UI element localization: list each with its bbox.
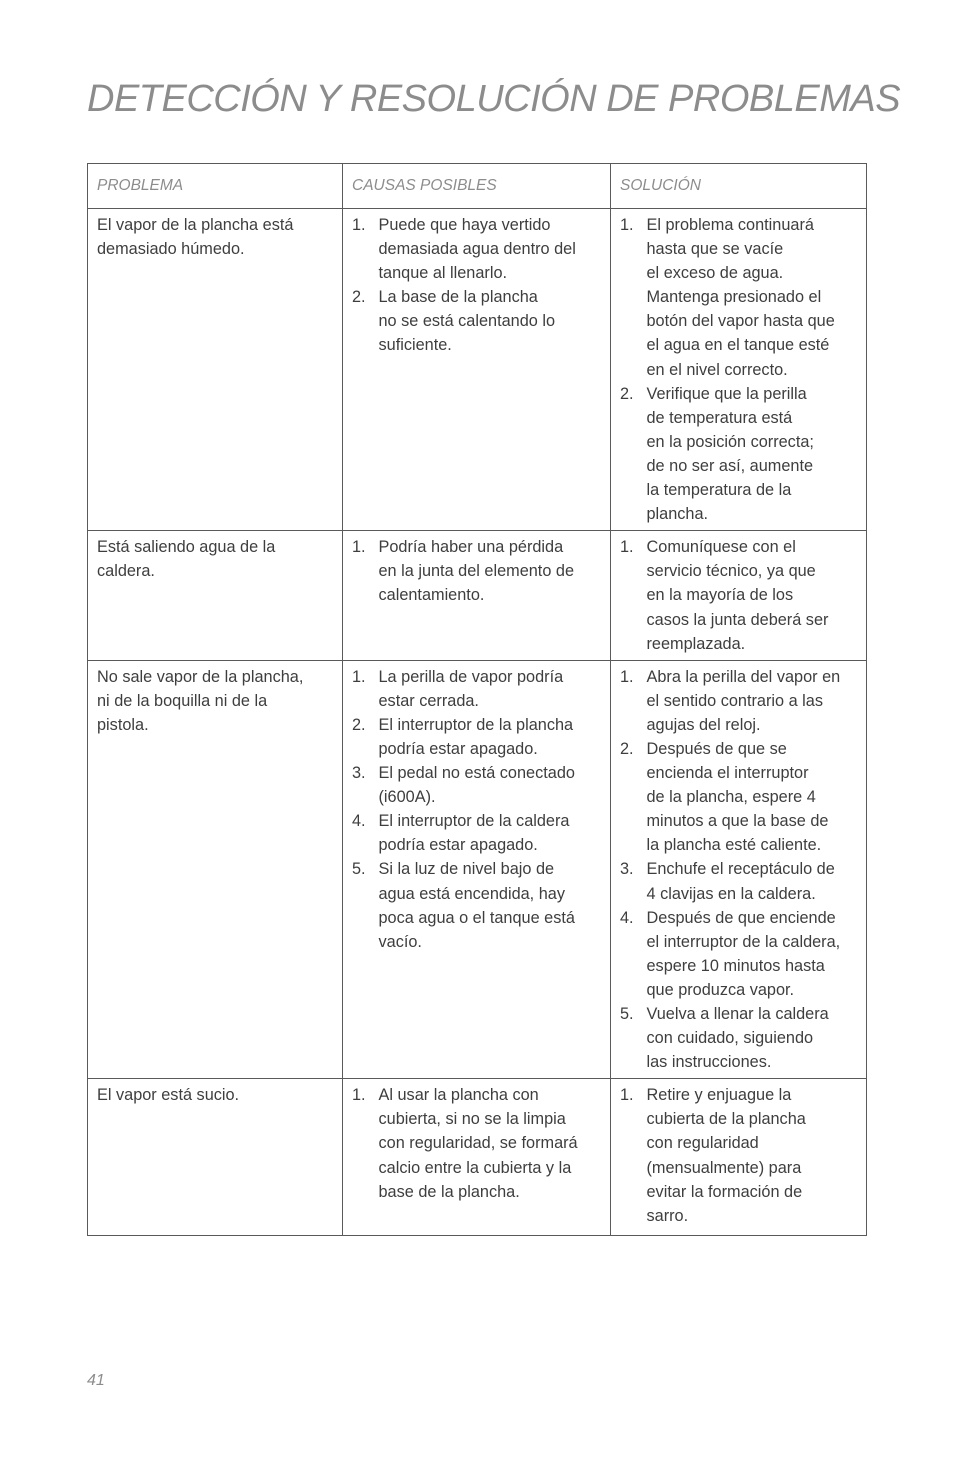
- list-item: [620, 213, 857, 382]
- item-number: 1.: [352, 1086, 366, 1105]
- page-title: DETECCIÓN Y RESOLUCIÓN DE PROBLEMAS: [87, 78, 901, 120]
- table-row: [88, 209, 867, 531]
- list-item: [352, 857, 601, 953]
- list-item: [352, 213, 601, 285]
- table-body: [88, 209, 867, 1236]
- solutions-list: [620, 1083, 857, 1228]
- item-number: 1.: [352, 216, 366, 234]
- list-item: [620, 857, 857, 905]
- problem-cell: No sale vapor de la plancha, ni de la boquilla ni de la pistola.: [88, 660, 343, 1079]
- item-text: Vuelva a llenar la caldera con cuidado, siguiendo las instrucciones.: [646, 1005, 829, 1072]
- item-text: La base de la plancha no se está calentando lo suficiente.: [378, 288, 556, 355]
- page-number: 41: [87, 1372, 105, 1389]
- table-header: [88, 164, 867, 209]
- item-text: El pedal no está conectado (i600A).: [378, 764, 575, 807]
- problem-cell: El vapor está sucio.: [88, 1079, 343, 1236]
- header-problem: PROBLEMA: [88, 164, 343, 209]
- item-text: Puede que haya vertido demasiada agua dentro del tanque al llenarlo.: [378, 216, 576, 283]
- list-item: [620, 1083, 857, 1228]
- troubleshooting-table: [87, 163, 867, 1236]
- item-number: 1.: [620, 1086, 634, 1105]
- table-row: [88, 1079, 867, 1236]
- solution-cell: [611, 1079, 867, 1236]
- item-number: 2.: [620, 384, 634, 403]
- causes-cell: [343, 531, 611, 660]
- list-item: [352, 535, 601, 607]
- item-text: Después de que se encienda el interruptor de la plancha, espere 4 minutos a que la base de la plancha esté caliente.: [646, 739, 829, 855]
- item-number: 1.: [352, 538, 366, 557]
- item-number: 2.: [620, 739, 634, 758]
- solutions-list: [620, 665, 857, 1075]
- header-solution: SOLUCIÓN: [611, 164, 867, 209]
- item-number: 1.: [620, 667, 634, 686]
- item-text: El interruptor de la caldera podría estar apagado.: [378, 812, 570, 855]
- table-row: [88, 660, 867, 1079]
- list-item: [620, 382, 857, 527]
- causes-list: [352, 535, 601, 607]
- causes-list: [352, 213, 601, 358]
- item-number: 1.: [620, 216, 634, 234]
- solution-cell: [611, 209, 867, 531]
- causes-cell: [343, 1079, 611, 1236]
- item-text: Abra la perilla del vapor en el sentido contrario a las agujas del reloj.: [646, 667, 841, 734]
- item-number: 4.: [352, 812, 366, 831]
- item-number: 3.: [620, 860, 634, 879]
- causes-cell: [343, 209, 611, 531]
- item-number: 4.: [620, 908, 634, 927]
- item-text: Retire y enjuague la cubierta de la plancha con regularidad (mensualmente) para evitar la formación de sarro.: [646, 1086, 806, 1225]
- list-item: [620, 535, 857, 655]
- item-text: Si la luz de nivel bajo de agua está encendida, hay poca agua o el tanque está vacío.: [378, 860, 575, 951]
- list-item: [352, 1083, 601, 1203]
- item-number: 2.: [352, 288, 366, 307]
- item-text: La perilla de vapor podría estar cerrada.: [378, 667, 564, 710]
- list-item: [620, 906, 857, 1002]
- solution-cell: [611, 531, 867, 660]
- list-item: [620, 1002, 857, 1074]
- list-item: [352, 665, 601, 713]
- item-number: 3.: [352, 764, 366, 783]
- item-number: 2.: [352, 715, 366, 734]
- problem-cell: El vapor de la plancha está demasiado húmedo.: [88, 209, 343, 531]
- item-number: 5.: [352, 860, 366, 879]
- list-item: [620, 665, 857, 737]
- list-item: [352, 761, 601, 809]
- item-text: Al usar la plancha con cubierta, si no se la limpia con regularidad, se formará calcio entre la cubierta y la base de la plancha.: [378, 1086, 578, 1201]
- solutions-list: [620, 535, 857, 655]
- item-text: Podría haber una pérdida en la junta del elemento de calentamiento.: [378, 538, 575, 605]
- list-item: [352, 713, 601, 761]
- header-causes: CAUSAS POSIBLES: [343, 164, 611, 209]
- item-number: 5.: [620, 1005, 634, 1023]
- item-text: Comuníquese con el servicio técnico, ya que en la mayoría de los casos la junta deberá ser reemplazada.: [646, 538, 829, 653]
- list-item: [620, 737, 857, 857]
- item-text: Enchufe el receptáculo de 4 clavijas en la caldera.: [646, 860, 835, 903]
- item-number: 1.: [352, 667, 366, 686]
- problem-cell: Está saliendo agua de la caldera.: [88, 531, 343, 660]
- item-text: Después de que enciende el interruptor de la caldera, espere 10 minutos hasta que produzca vapor.: [646, 908, 841, 999]
- header-row: [88, 164, 867, 209]
- causes-list: [352, 665, 601, 954]
- item-text: El problema continuará hasta que se vacíe el exceso de agua. Mantenga presionado el botón del vapor hasta que el agua en el tanque esté en el nivel correcto.: [646, 216, 835, 379]
- list-item: [352, 285, 601, 357]
- item-number: 1.: [620, 538, 634, 557]
- item-text: El interruptor de la plancha podría estar apagado.: [378, 715, 574, 758]
- causes-list: [352, 1083, 601, 1203]
- item-text: Verifique que la perilla de temperatura está en la posición correcta; de no ser así, aumente la temperatura de la plancha.: [646, 384, 814, 524]
- list-item: [352, 809, 601, 857]
- solutions-list: [620, 213, 857, 526]
- solution-cell: [611, 660, 867, 1079]
- causes-cell: [343, 660, 611, 1079]
- table-row: [88, 531, 867, 660]
